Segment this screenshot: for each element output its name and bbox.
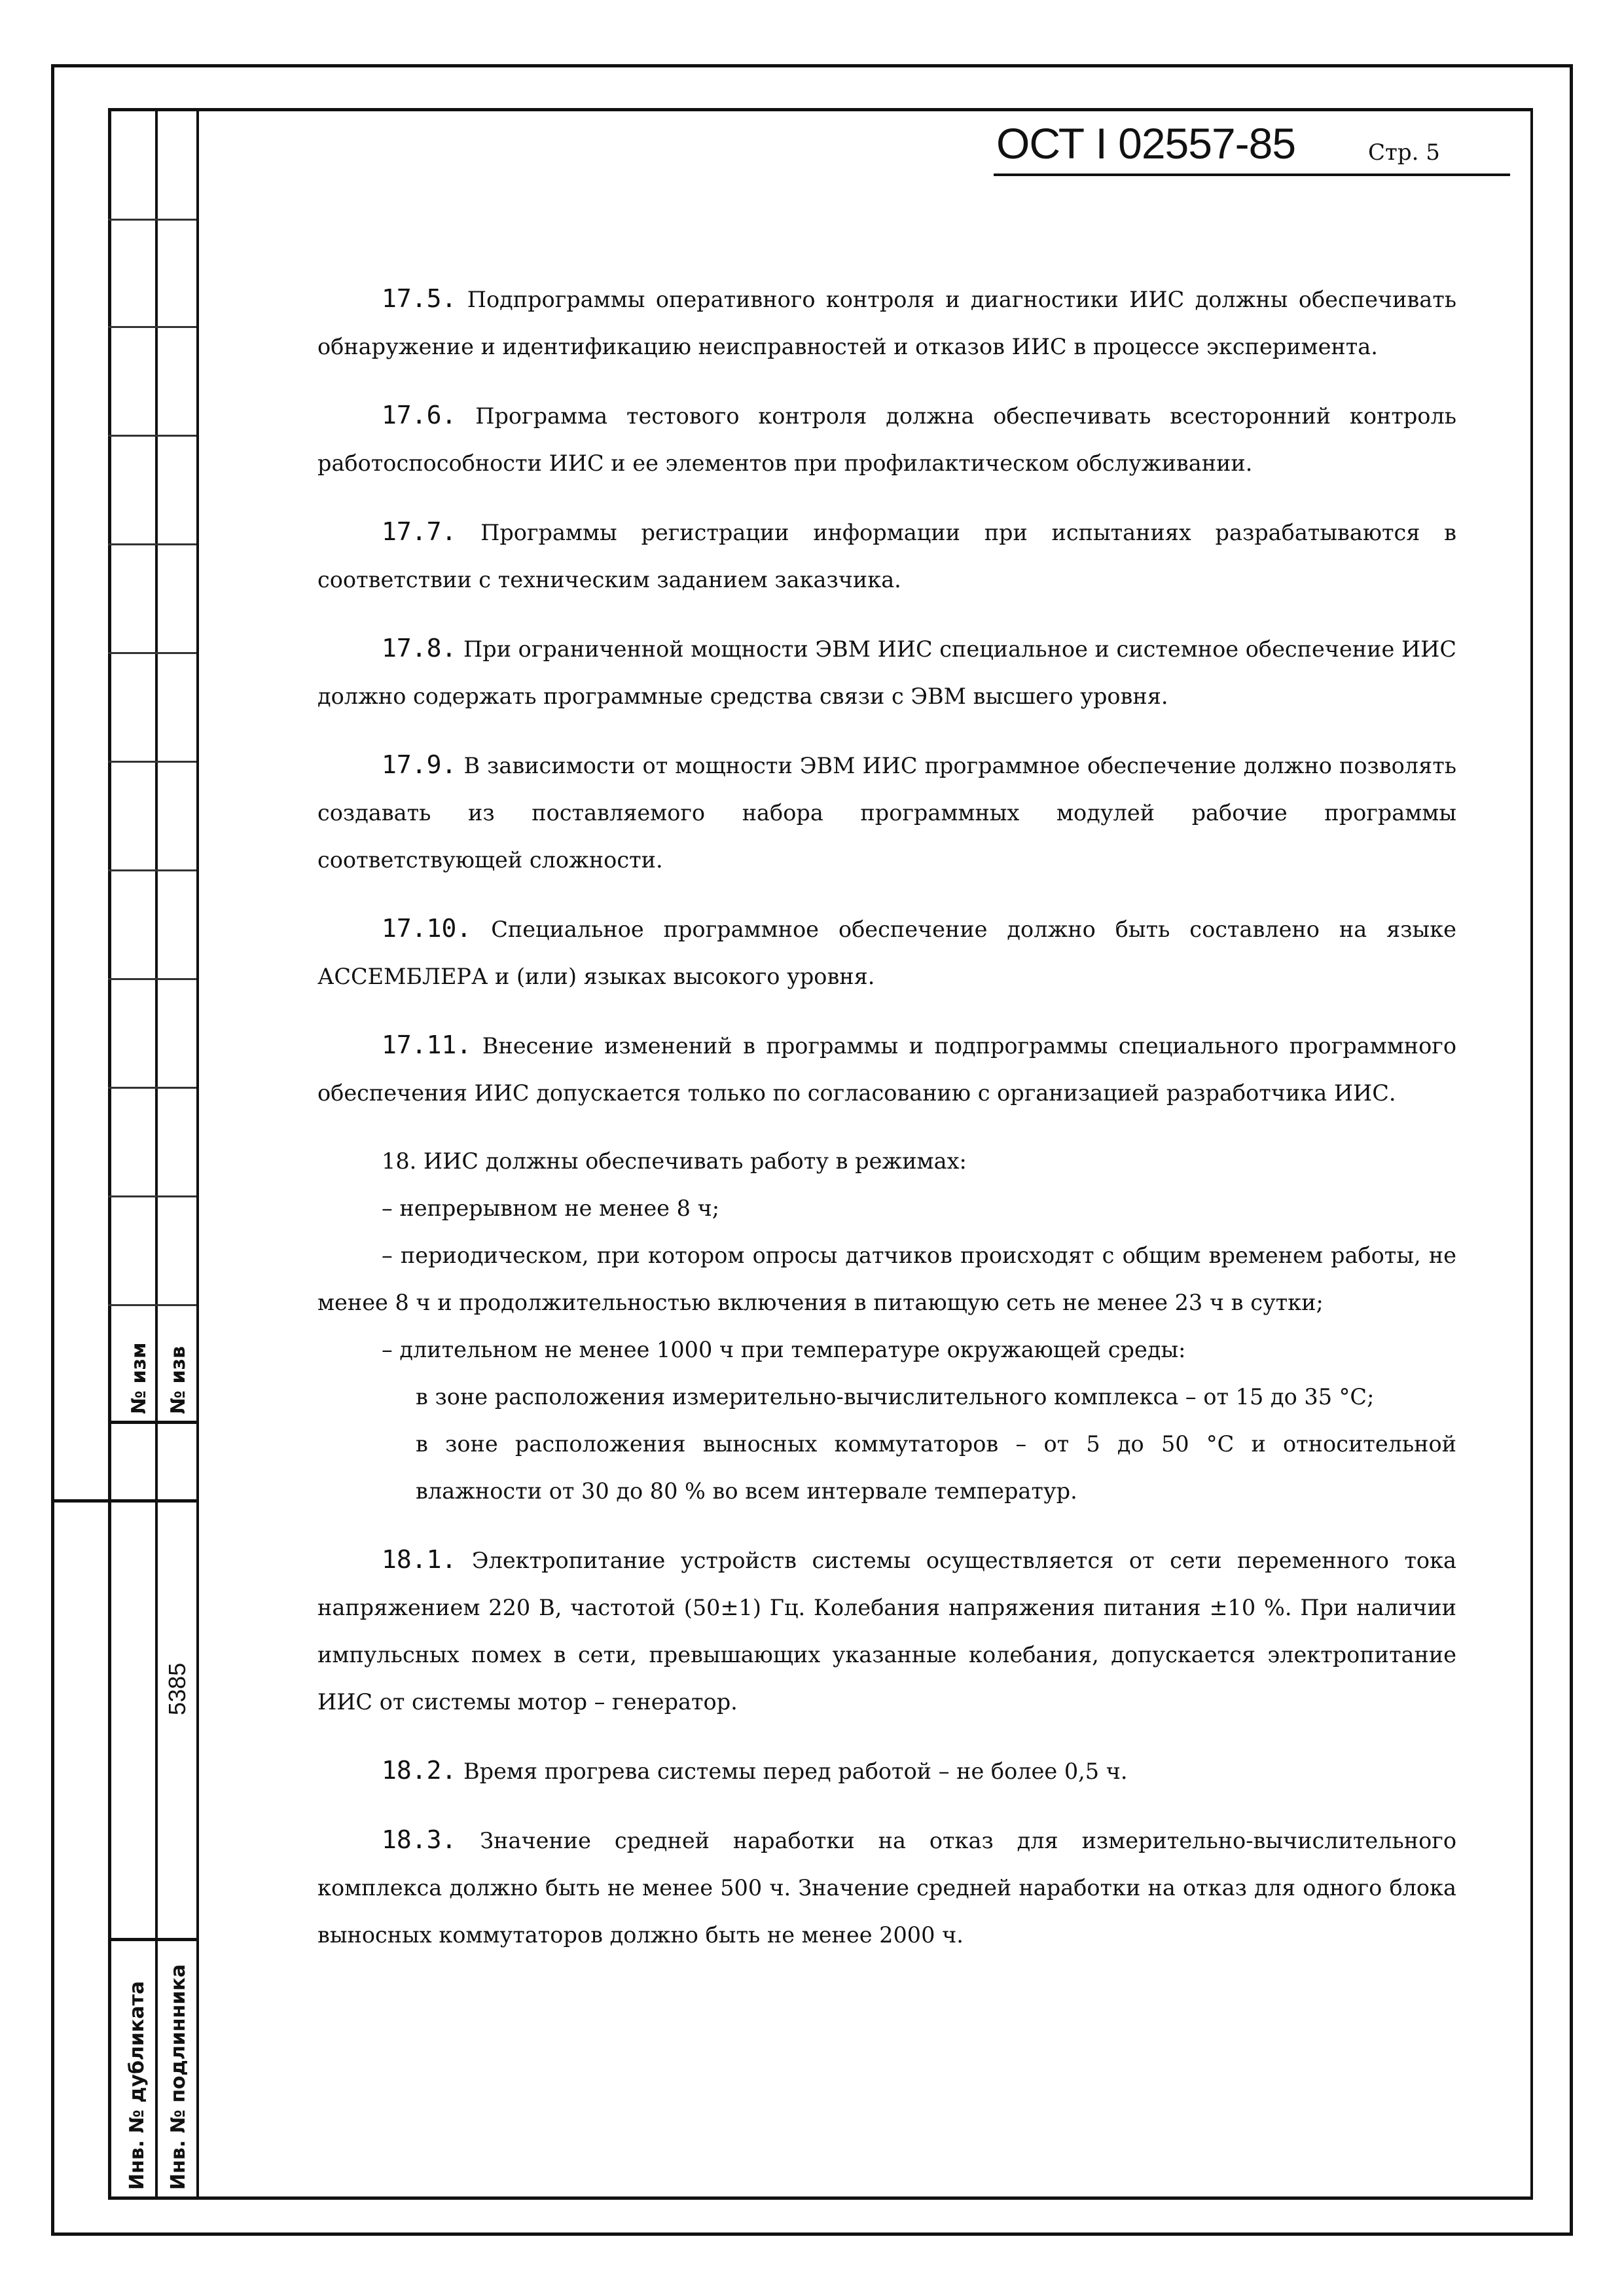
paragraph-17-7: 17.7. Программы регистрации информации при испытаниях разрабатываются в соответствии с техническим заданием заказчика.: [317, 517, 1457, 592]
stamp-izm-label: № изм: [128, 1342, 151, 1414]
stamp-number: 5385: [164, 1662, 190, 1715]
mode-sub-complex-zone: в зоне расположения измерительно-вычислительного комплекса – от 15 до 35 °С;: [416, 1384, 1375, 1410]
header-rule: [994, 173, 1510, 176]
paragraph-17-10: 17.10. Специальное программное обеспечение должно быть составлено на языке АССЕМБЛЕРА и (или) языках высокого уровня.: [317, 914, 1456, 989]
document-body: [317, 275, 1456, 1980]
mode-item-long: – длительном не менее 1000 ч при температуре окружающей среды:: [382, 1337, 1186, 1362]
paragraph-17-8: 17.8. При ограниченной мощности ЭВМ ИИС специальное и системное обеспечение ИИС должно содержать программные средства связи с ЭВМ высшего уровня.: [317, 634, 1457, 709]
page-number: Стр. 5: [1368, 139, 1440, 166]
paragraph-17-9: 17.9. В зависимости от мощности ЭВМ ИИС программное обеспечение должно позволять создавать из поставляемого набора программных модулей рабочие программы соответствующей сложности.: [317, 750, 1456, 873]
stamp-dublikat-label: Инв. № дубликата: [126, 1980, 149, 2190]
margin-column-line: [155, 108, 158, 2200]
paragraph-18-1: 18.1. Электропитание устройств системы осуществляется от сети переменного тока напряжением 220 В, частотой (50±1) Гц. Колебания напряжения питания ±10 %. При наличии импульсных помех в сети, превышающих указанные колебания, допускается электропитание ИИС от системы мотор – генератор.: [317, 1545, 1456, 1715]
mode-sub-switch-zone: в зоне расположения выносных коммутаторов – от 5 до 50 °С и относительной влажности от 30 до 80 % во всем интервале температур.: [416, 1431, 1456, 1504]
paragraph-18-intro: 18. ИИС должны обеспечивать работу в режимах:: [382, 1148, 967, 1174]
paragraph-18-2: 18.2. Время прогрева системы перед работой – не более 0,5 ч.: [382, 1756, 1128, 1785]
paragraph-17-11: 17.11. Внесение изменений в программы и подпрограммы специального программного обеспечения ИИС допускается только по согласованию с организацией разработчика ИИС.: [317, 1030, 1456, 1106]
margin-column-line: [196, 108, 199, 2200]
stamp-izv-label: № изв: [167, 1346, 190, 1414]
paragraph-17-5: 17.5. Подпрограммы оперативного контроля и диагностики ИИС должны обеспечивать обнаружение и идентификацию неисправностей и отказов ИИС в процессе эксперимента.: [317, 284, 1456, 359]
mode-item-continuous: – непрерывном не менее 8 ч;: [382, 1195, 720, 1221]
paragraph-17-6: 17.6. Программа тестового контроля должна обеспечивать всесторонний контроль работоспособности ИИС и ее элементов при профилактическом обслуживании.: [317, 401, 1456, 476]
paragraph-18-3: 18.3. Значение средней наработки на отказ для измерительно-вычислительного комплекса должно быть не менее 500 ч. Значение средней наработки на отказ для одного блока выносных коммутаторов должно быть не менее 2000 ч.: [317, 1825, 1456, 1948]
mode-item-periodic: – периодическом, при котором опросы датчиков происходят с общим временем работы, не менее 8 ч и продолжительностью включения в питающую сеть не менее 23 ч в сутки;: [317, 1243, 1456, 1315]
stamp-podlinnik-label: Инв. № подлинника: [167, 1964, 190, 2190]
document-code: ОСТ I 02557-85: [996, 119, 1296, 168]
